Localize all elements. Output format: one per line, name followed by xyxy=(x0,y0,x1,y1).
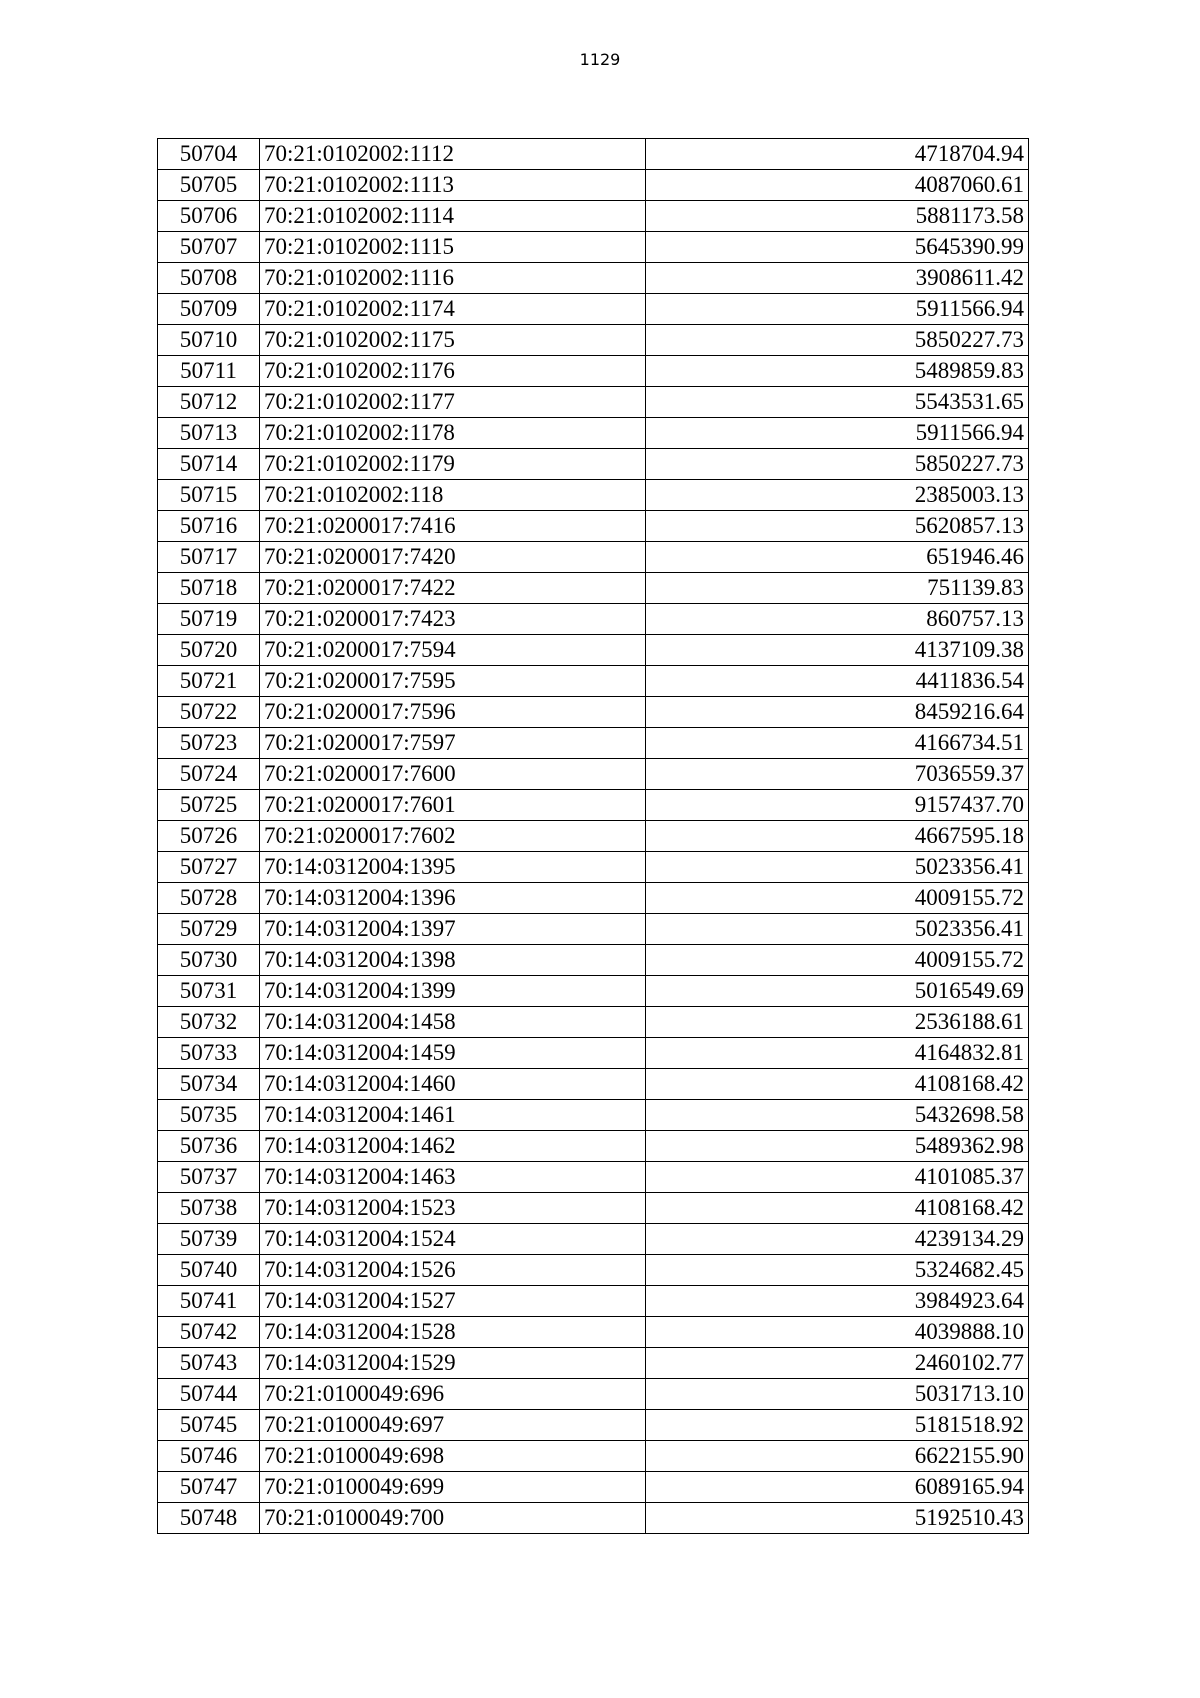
table-row xyxy=(158,852,1029,883)
cadastral-value-cell: 3908611.42 xyxy=(646,263,1029,294)
cadastral-value-cell: 2460102.77 xyxy=(646,1348,1029,1379)
row-number-cell: 50705 xyxy=(158,170,260,201)
row-number-cell: 50734 xyxy=(158,1069,260,1100)
cadastral-number-cell: 70:14:0312004:1462 xyxy=(260,1131,646,1162)
cadastral-number-cell: 70:21:0100049:698 xyxy=(260,1441,646,1472)
cadastral-number-cell: 70:21:0102002:118 xyxy=(260,480,646,511)
row-number-cell: 50745 xyxy=(158,1410,260,1441)
cadastral-number-cell: 70:21:0200017:7595 xyxy=(260,666,646,697)
row-number-cell: 50706 xyxy=(158,201,260,232)
table-row xyxy=(158,1224,1029,1255)
row-number-cell: 50730 xyxy=(158,945,260,976)
table-row xyxy=(158,325,1029,356)
cadastral-value-cell: 8459216.64 xyxy=(646,697,1029,728)
row-number-cell: 50710 xyxy=(158,325,260,356)
row-number-cell: 50746 xyxy=(158,1441,260,1472)
table-row xyxy=(158,1069,1029,1100)
cadastral-number-cell: 70:21:0200017:7420 xyxy=(260,542,646,573)
row-number-cell: 50709 xyxy=(158,294,260,325)
cadastral-value-cell: 5023356.41 xyxy=(646,914,1029,945)
cadastral-value-cell: 5620857.13 xyxy=(646,511,1029,542)
cadastral-number-cell: 70:21:0102002:1114 xyxy=(260,201,646,232)
page-number: 1129 xyxy=(579,50,621,69)
cadastral-value-cell: 4108168.42 xyxy=(646,1069,1029,1100)
table-row xyxy=(158,139,1029,170)
row-number-cell: 50728 xyxy=(158,883,260,914)
row-number-cell: 50726 xyxy=(158,821,260,852)
cadastral-number-cell: 70:21:0200017:7597 xyxy=(260,728,646,759)
cadastral-number-cell: 70:21:0200017:7600 xyxy=(260,759,646,790)
table-row xyxy=(158,1317,1029,1348)
cadastral-number-cell: 70:21:0102002:1113 xyxy=(260,170,646,201)
table-row xyxy=(158,759,1029,790)
cadastral-value-cell: 5324682.45 xyxy=(646,1255,1029,1286)
cadastral-number-cell: 70:14:0312004:1463 xyxy=(260,1162,646,1193)
cadastral-value-cell: 5489859.83 xyxy=(646,356,1029,387)
cadastral-value-cell: 5881173.58 xyxy=(646,201,1029,232)
table-row xyxy=(158,1379,1029,1410)
cadastral-number-cell: 70:21:0200017:7422 xyxy=(260,573,646,604)
row-number-cell: 50724 xyxy=(158,759,260,790)
cadastral-number-cell: 70:14:0312004:1526 xyxy=(260,1255,646,1286)
table-row xyxy=(158,697,1029,728)
row-number-cell: 50732 xyxy=(158,1007,260,1038)
table-row xyxy=(158,542,1029,573)
table-row xyxy=(158,1348,1029,1379)
cadastral-value-cell: 4039888.10 xyxy=(646,1317,1029,1348)
cadastral-value-cell: 9157437.70 xyxy=(646,790,1029,821)
cadastral-value-cell: 5543531.65 xyxy=(646,387,1029,418)
row-number-cell: 50733 xyxy=(158,1038,260,1069)
cadastral-value-cell: 4137109.38 xyxy=(646,635,1029,666)
table-row xyxy=(158,232,1029,263)
table-row xyxy=(158,1100,1029,1131)
cadastral-number-cell: 70:14:0312004:1528 xyxy=(260,1317,646,1348)
table-row xyxy=(158,1286,1029,1317)
row-number-cell: 50725 xyxy=(158,790,260,821)
cadastral-number-cell: 70:21:0100049:699 xyxy=(260,1472,646,1503)
cadastral-value-cell: 4108168.42 xyxy=(646,1193,1029,1224)
cadastral-number-cell: 70:14:0312004:1397 xyxy=(260,914,646,945)
cadastral-number-cell: 70:14:0312004:1524 xyxy=(260,1224,646,1255)
table-body xyxy=(158,139,1029,1534)
cadastral-number-cell: 70:14:0312004:1459 xyxy=(260,1038,646,1069)
cadastral-number-cell: 70:21:0102002:1177 xyxy=(260,387,646,418)
cadastral-value-cell: 7036559.37 xyxy=(646,759,1029,790)
cadastral-value-cell: 4166734.51 xyxy=(646,728,1029,759)
cadastral-value-cell: 6622155.90 xyxy=(646,1441,1029,1472)
table-row xyxy=(158,883,1029,914)
cadastral-value-cell: 4718704.94 xyxy=(646,139,1029,170)
row-number-cell: 50708 xyxy=(158,263,260,294)
row-number-cell: 50715 xyxy=(158,480,260,511)
table-row xyxy=(158,604,1029,635)
row-number-cell: 50742 xyxy=(158,1317,260,1348)
table-row xyxy=(158,914,1029,945)
row-number-cell: 50736 xyxy=(158,1131,260,1162)
cadastral-number-cell: 70:21:0200017:7594 xyxy=(260,635,646,666)
cadastral-value-cell: 4087060.61 xyxy=(646,170,1029,201)
cadastral-value-cell: 5645390.99 xyxy=(646,232,1029,263)
cadastral-number-cell: 70:21:0200017:7596 xyxy=(260,697,646,728)
cadastral-value-cell: 5489362.98 xyxy=(646,1131,1029,1162)
table-row xyxy=(158,1410,1029,1441)
table-row xyxy=(158,387,1029,418)
cadastral-number-cell: 70:21:0200017:7423 xyxy=(260,604,646,635)
row-number-cell: 50721 xyxy=(158,666,260,697)
table-row xyxy=(158,945,1029,976)
table-row xyxy=(158,170,1029,201)
row-number-cell: 50711 xyxy=(158,356,260,387)
cadastral-value-cell: 5023356.41 xyxy=(646,852,1029,883)
cadastral-value-table xyxy=(157,138,1029,1534)
cadastral-number-cell: 70:21:0200017:7602 xyxy=(260,821,646,852)
cadastral-number-cell: 70:14:0312004:1396 xyxy=(260,883,646,914)
cadastral-number-cell: 70:21:0100049:696 xyxy=(260,1379,646,1410)
cadastral-value-cell: 5016549.69 xyxy=(646,976,1029,1007)
row-number-cell: 50737 xyxy=(158,1162,260,1193)
table-row xyxy=(158,480,1029,511)
row-number-cell: 50740 xyxy=(158,1255,260,1286)
cadastral-number-cell: 70:21:0102002:1178 xyxy=(260,418,646,449)
table-row xyxy=(158,201,1029,232)
cadastral-value-cell: 3984923.64 xyxy=(646,1286,1029,1317)
cadastral-number-cell: 70:21:0102002:1174 xyxy=(260,294,646,325)
table-row xyxy=(158,1131,1029,1162)
table-row xyxy=(158,573,1029,604)
cadastral-number-cell: 70:21:0100049:697 xyxy=(260,1410,646,1441)
row-number-cell: 50741 xyxy=(158,1286,260,1317)
cadastral-number-cell: 70:21:0102002:1115 xyxy=(260,232,646,263)
cadastral-value-cell: 860757.13 xyxy=(646,604,1029,635)
cadastral-value-cell: 751139.83 xyxy=(646,573,1029,604)
cadastral-number-cell: 70:21:0102002:1175 xyxy=(260,325,646,356)
table-row xyxy=(158,1193,1029,1224)
table-row xyxy=(158,1503,1029,1534)
cadastral-number-cell: 70:14:0312004:1461 xyxy=(260,1100,646,1131)
table-row xyxy=(158,1255,1029,1286)
cadastral-number-cell: 70:21:0102002:1179 xyxy=(260,449,646,480)
table-row xyxy=(158,666,1029,697)
cadastral-number-cell: 70:21:0100049:700 xyxy=(260,1503,646,1534)
row-number-cell: 50720 xyxy=(158,635,260,666)
cadastral-number-cell: 70:21:0200017:7601 xyxy=(260,790,646,821)
table-row xyxy=(158,294,1029,325)
cadastral-number-cell: 70:21:0200017:7416 xyxy=(260,511,646,542)
row-number-cell: 50735 xyxy=(158,1100,260,1131)
cadastral-value-cell: 5850227.73 xyxy=(646,325,1029,356)
table-row xyxy=(158,418,1029,449)
row-number-cell: 50719 xyxy=(158,604,260,635)
cadastral-value-cell: 5181518.92 xyxy=(646,1410,1029,1441)
row-number-cell: 50738 xyxy=(158,1193,260,1224)
row-number-cell: 50739 xyxy=(158,1224,260,1255)
row-number-cell: 50744 xyxy=(158,1379,260,1410)
cadastral-value-cell: 4009155.72 xyxy=(646,883,1029,914)
cadastral-value-cell: 4009155.72 xyxy=(646,945,1029,976)
cadastral-value-cell: 4667595.18 xyxy=(646,821,1029,852)
row-number-cell: 50722 xyxy=(158,697,260,728)
cadastral-number-cell: 70:14:0312004:1527 xyxy=(260,1286,646,1317)
cadastral-value-cell: 4164832.81 xyxy=(646,1038,1029,1069)
cadastral-number-cell: 70:14:0312004:1395 xyxy=(260,852,646,883)
cadastral-value-cell: 5031713.10 xyxy=(646,1379,1029,1410)
table-row xyxy=(158,821,1029,852)
cadastral-number-cell: 70:14:0312004:1529 xyxy=(260,1348,646,1379)
table-row xyxy=(158,1441,1029,1472)
cadastral-value-cell: 651946.46 xyxy=(646,542,1029,573)
cadastral-value-cell: 6089165.94 xyxy=(646,1472,1029,1503)
cadastral-value-cell: 2385003.13 xyxy=(646,480,1029,511)
row-number-cell: 50717 xyxy=(158,542,260,573)
table-row xyxy=(158,1162,1029,1193)
row-number-cell: 50714 xyxy=(158,449,260,480)
cadastral-number-cell: 70:21:0102002:1112 xyxy=(260,139,646,170)
table-row xyxy=(158,976,1029,1007)
table-row xyxy=(158,263,1029,294)
cadastral-value-cell: 4239134.29 xyxy=(646,1224,1029,1255)
row-number-cell: 50712 xyxy=(158,387,260,418)
row-number-cell: 50704 xyxy=(158,139,260,170)
cadastral-number-cell: 70:14:0312004:1398 xyxy=(260,945,646,976)
cadastral-value-cell: 5192510.43 xyxy=(646,1503,1029,1534)
cadastral-number-cell: 70:14:0312004:1399 xyxy=(260,976,646,1007)
row-number-cell: 50743 xyxy=(158,1348,260,1379)
row-number-cell: 50731 xyxy=(158,976,260,1007)
table-row xyxy=(158,449,1029,480)
cadastral-number-cell: 70:21:0102002:1176 xyxy=(260,356,646,387)
table-row xyxy=(158,635,1029,666)
row-number-cell: 50707 xyxy=(158,232,260,263)
row-number-cell: 50713 xyxy=(158,418,260,449)
row-number-cell: 50748 xyxy=(158,1503,260,1534)
cadastral-value-cell: 2536188.61 xyxy=(646,1007,1029,1038)
table-row xyxy=(158,728,1029,759)
row-number-cell: 50747 xyxy=(158,1472,260,1503)
table-row xyxy=(158,511,1029,542)
row-number-cell: 50727 xyxy=(158,852,260,883)
table-row xyxy=(158,1038,1029,1069)
row-number-cell: 50729 xyxy=(158,914,260,945)
cadastral-value-cell: 4101085.37 xyxy=(646,1162,1029,1193)
cadastral-number-cell: 70:14:0312004:1458 xyxy=(260,1007,646,1038)
cadastral-number-cell: 70:21:0102002:1116 xyxy=(260,263,646,294)
cadastral-value-cell: 4411836.54 xyxy=(646,666,1029,697)
row-number-cell: 50716 xyxy=(158,511,260,542)
cadastral-value-cell: 5850227.73 xyxy=(646,449,1029,480)
cadastral-number-cell: 70:14:0312004:1523 xyxy=(260,1193,646,1224)
table-row xyxy=(158,1472,1029,1503)
cadastral-value-cell: 5432698.58 xyxy=(646,1100,1029,1131)
cadastral-number-cell: 70:14:0312004:1460 xyxy=(260,1069,646,1100)
cadastral-value-cell: 5911566.94 xyxy=(646,418,1029,449)
table-row xyxy=(158,1007,1029,1038)
table-row xyxy=(158,356,1029,387)
row-number-cell: 50718 xyxy=(158,573,260,604)
cadastral-value-cell: 5911566.94 xyxy=(646,294,1029,325)
row-number-cell: 50723 xyxy=(158,728,260,759)
table-row xyxy=(158,790,1029,821)
